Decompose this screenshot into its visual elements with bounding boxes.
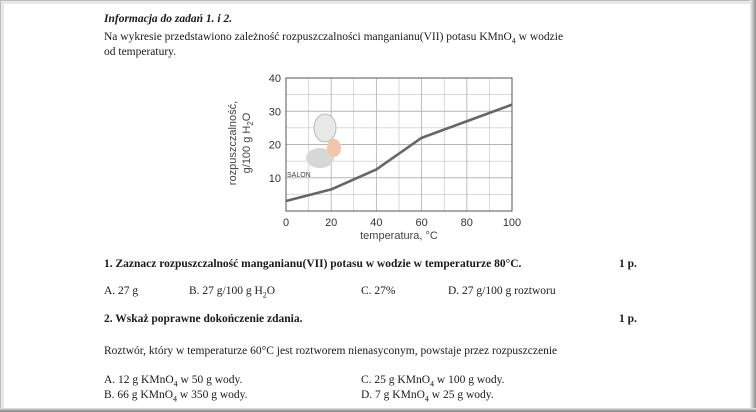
- q2-option-d[interactable]: D. 7 g KMnO$_4$ w 25 g wody.: [361, 389, 494, 404]
- x-tick-label: 80: [460, 217, 473, 229]
- q1-option-d[interactable]: D. 27 g/100 g roztworu: [448, 285, 556, 297]
- intro-line-2: od temperatury.: [104, 46, 177, 58]
- info-title: Informacja do zadań 1. i 2.: [104, 13, 233, 25]
- q2-option-a[interactable]: A. 12 g KMnO$_4$ w 50 g wody.: [104, 374, 243, 389]
- q1-option-b[interactable]: B. 27 g/100 g $H_2O$: [189, 285, 276, 300]
- chart-ticks: [269, 73, 521, 229]
- x-tick-label: 60: [415, 217, 428, 229]
- q1-option-c[interactable]: C. 27%: [361, 285, 396, 297]
- y-axis-label-line1: rozpuszczalność,: [227, 100, 239, 186]
- x-tick-label: 100: [502, 217, 522, 229]
- x-tick-label: 0: [282, 217, 290, 229]
- y-tick-label: 20: [268, 139, 281, 152]
- q1-option-a[interactable]: A. 27 g: [104, 285, 139, 297]
- y-axis-label-line2: g/100 g $H_2O$: [241, 112, 255, 174]
- q1-text: 1. Zaznacz rozpuszczalność manganianu(VII) potasu w wodzie w temperaturze 80°C.: [104, 258, 522, 270]
- y-tick-label: 40: [268, 73, 281, 85]
- watermark-text: SALON: [287, 172, 311, 179]
- watermark-figure: [287, 114, 341, 179]
- y-tick-label: 10: [268, 172, 281, 185]
- x-tick-label: 20: [325, 217, 338, 229]
- q2-points: 1 p.: [619, 313, 637, 325]
- q2-option-b[interactable]: B. 66 g KMnO$_4$ w 350 g wody.: [104, 389, 248, 404]
- q2-option-c[interactable]: C. 25 g KMnO$_4$ w 100 g wody.: [361, 374, 505, 389]
- q2-stem: Roztwór, który w temperaturze 60°C jest roztworem nienasyconym, powstaje przez rozpuszczenie: [104, 345, 558, 357]
- intro-line-1: Na wykresie przedstawiono zależność rozpuszczalności manganianu(VII) potasu KMnO$_4$ w wodzie: [104, 31, 564, 46]
- y-tick-label: 30: [268, 106, 281, 119]
- x-axis-label: temperatura, °C: [360, 230, 438, 242]
- q1-points: 1 p.: [619, 258, 637, 270]
- q2-text: 2. Wskaż poprawne dokończenie zdania.: [104, 313, 303, 325]
- x-tick-label: 40: [370, 217, 383, 229]
